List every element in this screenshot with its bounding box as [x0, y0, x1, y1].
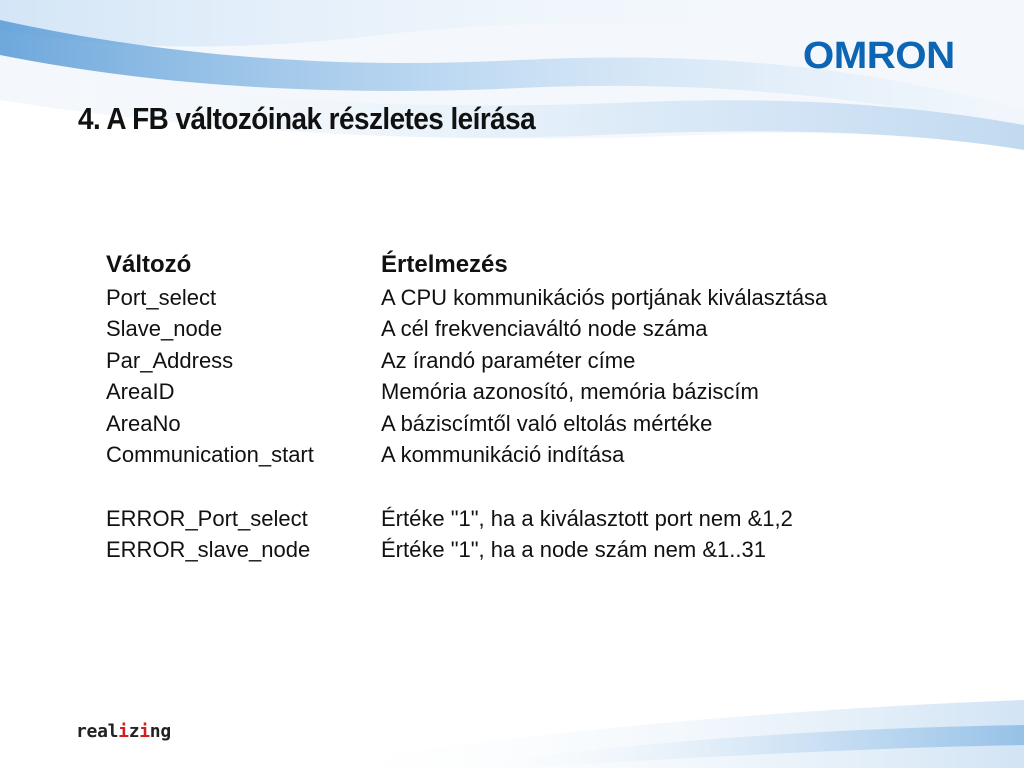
variable-meaning: A CPU kommunikációs portjának kiválasztása	[381, 284, 828, 310]
variable-meaning: A kommunikáció indítása	[381, 442, 625, 468]
table-row	[106, 440, 827, 472]
variable-name: Par_Address	[106, 347, 234, 373]
variable-name: Port_select	[106, 284, 217, 310]
variable-meaning: A cél frekvenciaváltó node száma	[381, 316, 708, 342]
table-row	[106, 377, 827, 409]
variable-name: Slave_node	[106, 316, 223, 342]
error-variable-meaning: Értéke "1", ha a kiválasztott port nem &1,2	[381, 505, 793, 531]
table-row	[106, 535, 827, 567]
realizing-logo-part: ng	[149, 721, 171, 742]
realizing-logo-part: z	[128, 721, 140, 742]
table-row	[106, 503, 827, 535]
error-variable-name: ERROR_Port_select	[106, 505, 308, 531]
slide-title: 4. A FB változóinak részletes leírása	[78, 101, 536, 136]
realizing-logo-part: real	[76, 721, 119, 742]
realizing-logo-accent: i	[118, 721, 129, 742]
realizing-logo	[76, 720, 171, 744]
variable-meaning: Az írandó paraméter címe	[381, 347, 636, 373]
column-header-variable: Változó	[106, 251, 192, 278]
variable-name: AreaID	[106, 379, 175, 405]
variable-name: AreaNo	[106, 410, 181, 436]
variable-name: Communication_start	[106, 442, 314, 468]
variable-meaning: Memória azonosító, memória báziscím	[381, 379, 759, 405]
table-row	[106, 345, 827, 377]
variable-meaning: A báziscímtől való eltolás mértéke	[381, 410, 713, 436]
column-header-meaning: Értelmezés	[381, 251, 508, 278]
error-variable-name: ERROR_slave_node	[106, 537, 311, 563]
table-row	[106, 408, 827, 440]
table-row	[106, 282, 827, 314]
bottom-swoosh-background	[0, 640, 1024, 768]
variables-table	[106, 248, 827, 566]
table-spacer-row	[106, 471, 827, 503]
realizing-logo-accent: i	[139, 721, 150, 742]
error-variable-meaning: Értéke "1", ha a node szám nem &1..31	[381, 537, 766, 563]
omron-logo: OMRON	[802, 35, 955, 77]
table-header-row	[106, 248, 827, 282]
table-row	[106, 314, 827, 346]
